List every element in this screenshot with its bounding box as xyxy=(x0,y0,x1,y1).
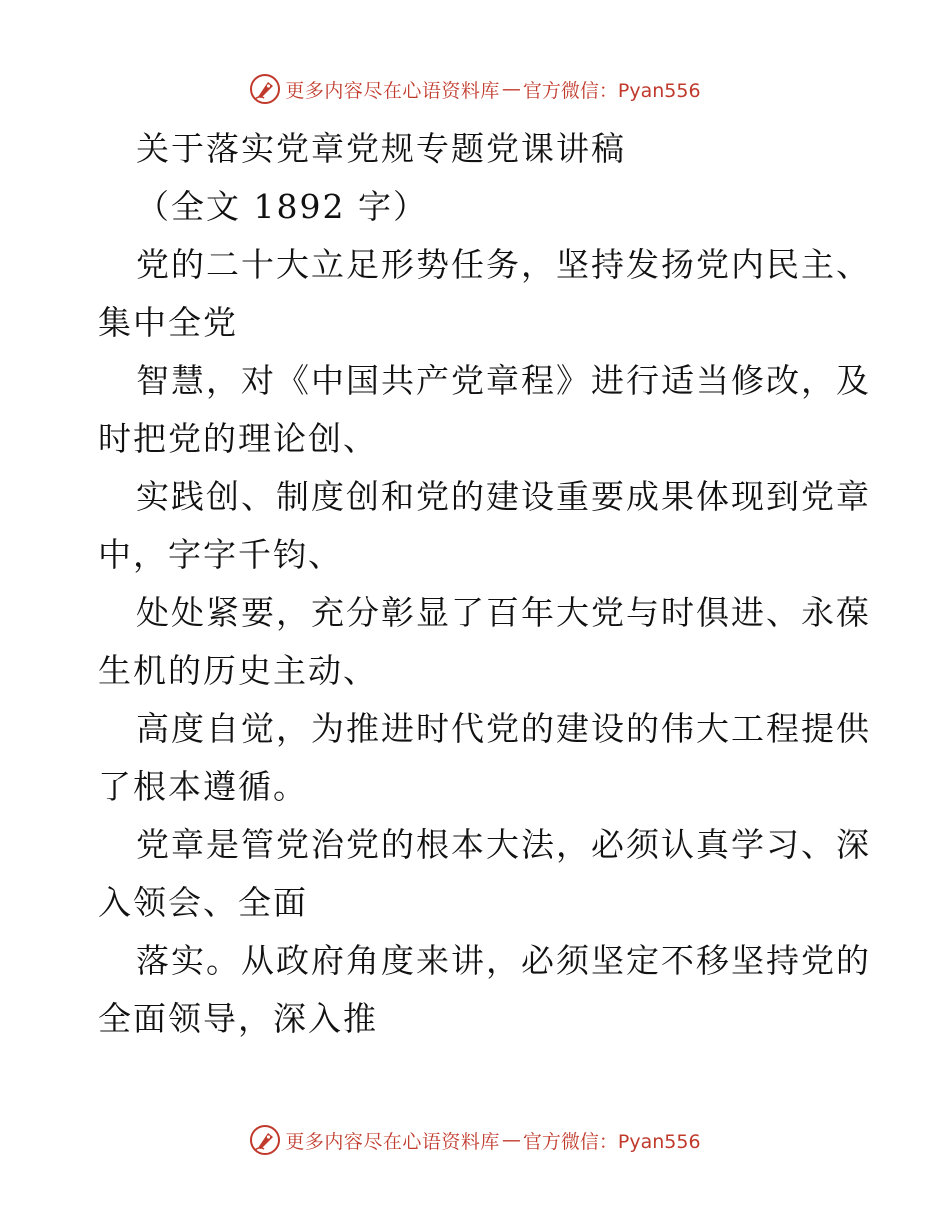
banner-wechat: 官方微信：Pyan556 xyxy=(522,1130,701,1153)
text-line: 入领会、全面 xyxy=(98,883,308,922)
text-line: 中，字字千钧、 xyxy=(98,535,343,574)
pen-nib-logo-icon xyxy=(249,1124,281,1156)
text-line: 了根本遵循。 xyxy=(98,767,308,806)
banner-text: 更多内容尽在心语资料库 xyxy=(285,1130,500,1153)
footer-banner xyxy=(0,1123,950,1157)
text-line: 实践创、制度创和党的建设重要成果体现到党章 xyxy=(136,477,871,516)
header-banner xyxy=(0,72,950,106)
text-line: 生机的历史主动、 xyxy=(98,651,378,690)
text-line: 时把党的理论创、 xyxy=(98,419,378,458)
text-line: 处处紧要，充分彰显了百年大党与时俱进、永葆 xyxy=(136,593,871,632)
banner-wechat: 官方微信：Pyan556 xyxy=(522,79,701,102)
text-line: 高度自觉，为推进时代党的建设的伟大工程提供 xyxy=(136,709,871,748)
document-wordcount: （全文 1892 字） xyxy=(136,187,428,226)
text-line: 落实。从政府角度来讲，必须坚定不移坚持党的 xyxy=(136,941,871,980)
paragraph-lines xyxy=(98,236,871,1048)
banner-dash: — xyxy=(501,78,521,100)
pen-nib-logo-icon xyxy=(249,73,281,105)
text-line: 全面领导，深入推 xyxy=(98,999,378,1038)
text-line: 智慧，对《中国共产党章程》进行适当修改，及 xyxy=(136,361,871,400)
document-title: 关于落实党章党规专题党课讲稿 xyxy=(136,129,626,168)
text-line: 党章是管党治党的根本大法，必须认真学习、深 xyxy=(136,825,871,864)
banner-dash: — xyxy=(501,1129,521,1151)
document-body xyxy=(98,120,871,1048)
text-line: 党的二十大立足形势任务，坚持发扬党内民主、 xyxy=(136,245,871,284)
text-line: 集中全党 xyxy=(98,303,238,342)
banner-text: 更多内容尽在心语资料库 xyxy=(285,79,500,102)
